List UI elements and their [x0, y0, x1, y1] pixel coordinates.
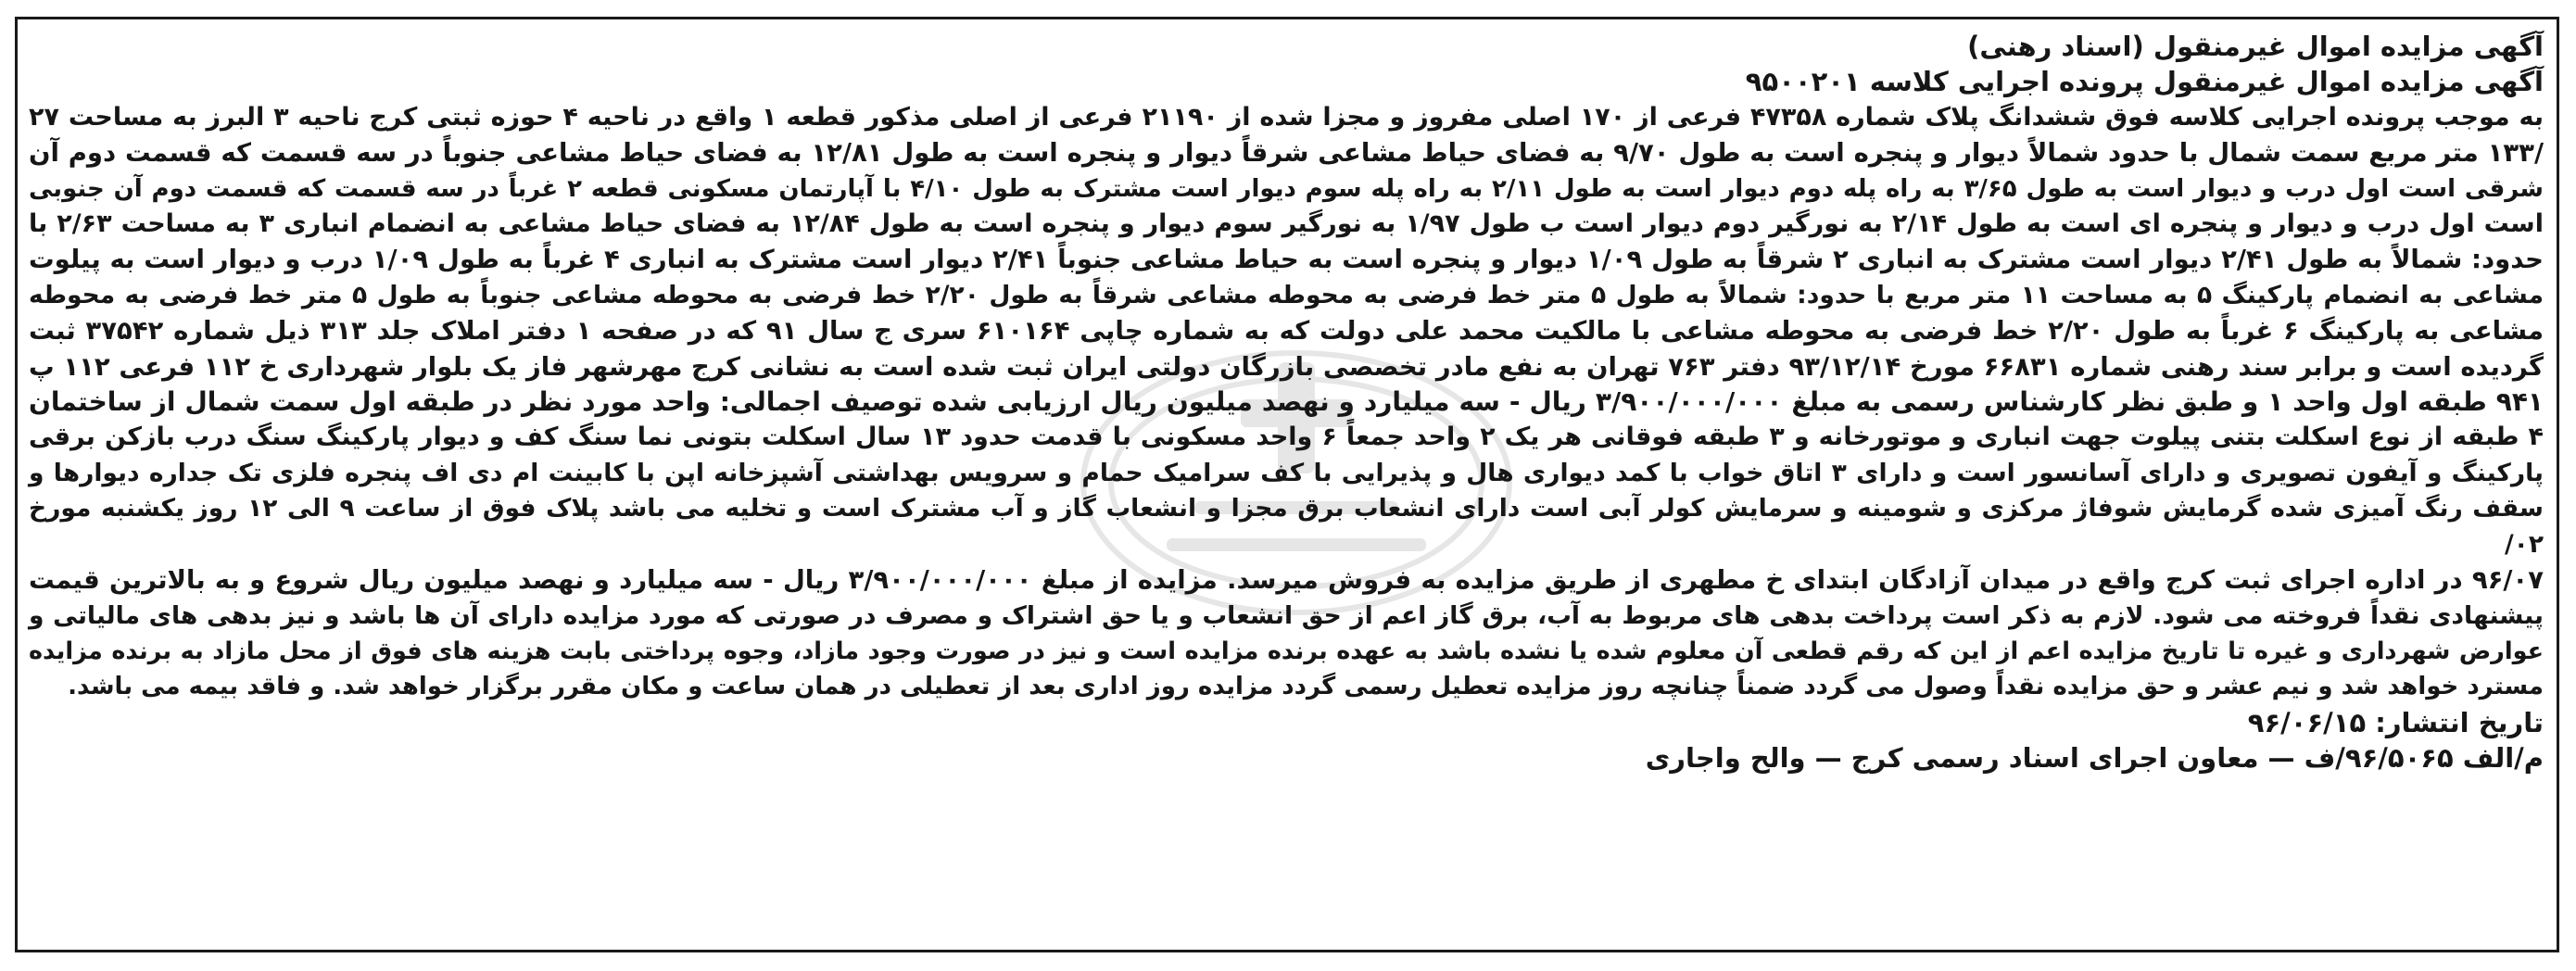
notice-body-line: مشاعی به انضمام پارکینگ ۵ به مساحت ۱۱ متر مربع با حدود: شمالاً به طول ۵ متر خط فرضی به محوطه مشاعی شرقاً به طول ۲/۲۰ خط فرضی به محوطه مشاعی جنوباً به طول ۵ متر خط فرضی به محوطه: [29, 280, 2544, 309]
notice-body-line: ۹۴۱ طبقه اول واحد ۱ و طبق نظر کارشناس رسمی به مبلغ ۳/۹۰۰/۰۰۰/۰۰۰ ریال - سه میلیارد و نهصد میلیون ریال ارزیابی شده توصیف اجمالی: واحد مورد نظر در طبقه اول سمت شمال از ساختمان: [29, 386, 2544, 418]
notice-body-line: گردیده است و برابر سند رهنی شماره ۶۶۸۳۱ مورخ ۹۳/۱۲/۱۴ دفتر ۷۶۳ تهران به نفع مادر تخصصی بازرگان دولتی ایران ثبت شده است به نشانی کرج مهرشهر فاز یک بلوار شهرداری خ ۱۱۲ فرعی ۱۱۲ پ: [29, 351, 2544, 382]
publish-date: تاریخ انتشار: ۹۶/۰۶/۱۵: [2247, 706, 2544, 738]
notice-body-line: عوارض شهرداری و غیره تا تاریخ مزایده اعم از این که رقم قطعی آن معلوم شده یا نشده باشد به عهده برنده مزایده است و نیز در صورت وجود مازاد، وجوه پرداختی بابت هزینه های فوق از محل مازاد به برنده مزایده: [29, 637, 2544, 665]
notice-body-line: سقف رنگ آمیزی شده گرمایش شوفاژ مرکزی و شومینه و سرمایش کولر آبی است دارای انشعاب برق مجزا و انشعاب گاز و آب مشترک است و تخلیه می باشد پلاک فوق از ساعت ۹ الی ۱۲ روز یکشنبه مورخ ۰۲/: [29, 494, 2544, 559]
notice-body-line: ۹۶/۰۷ در اداره اجرای ثبت کرج واقع در میدان آزادگان ابتدای خ مطهری از طریق مزایده به فروش میرسد. مزایده از مبلغ ۳/۹۰۰/۰۰۰/۰۰۰ ریال - سه میلیارد و نهصد میلیون ریال شروع و به بالاترین قیمت: [29, 565, 2544, 596]
notice-body-line: به موجب پرونده اجرایی کلاسه فوق ششدانگ پلاک شماره ۴۷۳۵۸ فرعی از ۱۷۰ اصلی مفروز و مجزا شده از ۲۱۱۹۰ فرعی از اصلی مذکور قطعه ۱ واقع در ناحیه ۴ حوزه ثبتی کرج ناحیه ۳ البرز به مساحت ۲۷: [29, 102, 2544, 132]
notice-signature: م/الف ۹۶/۵۰۶۵/ف — معاون اجرای اسناد رسمی کرج — والح واجاری: [1645, 742, 2544, 775]
notice-frame: [15, 17, 2559, 952]
notice-body-line: مشاعی به پارکینگ ۶ غرباً به طول ۲/۲۰ خط فرضی به محوطه مشاعی با مالکیت محمد علی دولت که به شماره چاپی ۶۱۰۱۶۴ سری ج سال ۹۱ که در صفحه ۱ دفتر املاک جلد ۳۱۳ ذیل شماره ۳۷۵۴۲ ثبت: [29, 316, 2544, 347]
notice-body-line: حدود: شمالاً به طول ۲/۴۱ دیوار است مشترک به انباری ۲ شرقاً به طول ۱/۰۹ دیوار و پنجره است به حیاط مشاعی جنوباً ۲/۴۱ دیوار است مشترک به انباری ۴ غرباً به طول ۱/۰۹ درب و دیوار است به پیلوت: [29, 245, 2544, 275]
notice-body-line: مسترد خواهد شد و نیم عشر و حق مزایده نقداً وصول می گردد ضمناً چنانچه روز مزایده تعطیل رسمی گردد مزایده روز اداری بعد از تعطیلی در همان ساعت و مکان مقرر برگزار خواهد شد. و فاقد بیمه می باشد.: [68, 673, 2544, 701]
notice-body-line: شرقی است اول درب و دیوار است به طول ۳/۶۵ به راه پله دوم دیوار است به طول ۲/۱۱ به راه پله سوم دیوار است مشترک به طول ۴/۱۰ با آپارتمان مسکونی قطعه ۲ غرباً در سه قسمت که قسمت دوم آن جنوبی: [29, 174, 2544, 203]
notice-subtitle: آگهی مزایده اموال غیرمنقول پرونده اجرایی کلاسه ۹۵۰۰۲۰۱: [1745, 66, 2544, 98]
notice-body-line: /۱۳۳ متر مربع سمت شمال با حدود شمالاً دیوار و پنجره است به طول ۹/۷۰ به فضای حیاط مشاعی شرقاً دیوار و پنجره است به طول ۱۲/۸۱ به فضای حیاط مشاعی جنوباً در سه قسمت که قسمت دوم آن: [29, 138, 2544, 169]
notice-body-line: پارکینگ و آیفون تصویری و دارای آسانسور است و دارای ۳ اتاق خواب با کمد دیواری هال و پذیرایی با کف سرامیک حمام و سرویس بهداشتی آشپزخانه اپن با کابینت ام دی اف پنجره فلزی تک جداره دیوارها و: [29, 458, 2544, 487]
notice-body-line: پیشنهادی نقداً فروخته می شود. لازم به ذکر است پرداخت بدهی های مربوط به آب، برق گاز اعم از حق انشعاب و یا حق اشتراک و مصرف در صورتی که مورد مزایده دارای آن ها باشد و نیز بدهی های مالیاتی و: [29, 600, 2544, 630]
notice-title: آگهی مزایده اموال غیرمنقول (اسناد رهنی): [1967, 31, 2544, 62]
notice-body-line: ۴ طبقه از نوع اسکلت بتنی پیلوت جهت انباری و موتورخانه و ۳ طبقه فوقانی هر یک ۲ واحد جمعاً ۶ واحد مسکونی با قدمت حدود ۱۳ سال اسکلت بتونی نما سنگ کف و دیوار پارکینگ سنگ درب بازکن برقی: [29, 422, 2544, 452]
notice-body-line: است اول درب و دیوار و پنجره ای است به طول ۲/۱۴ به نورگیر دوم دیوار است ب طول ۱/۹۷ به نورگیر سوم دیوار و پنجره است به طول ۱۲/۸۴ به فضای حیاط مشاعی به انضمام انباری ۳ به مساحت ۲/۶۳ با: [29, 209, 2544, 239]
auction-notice: [29, 29, 2544, 776]
